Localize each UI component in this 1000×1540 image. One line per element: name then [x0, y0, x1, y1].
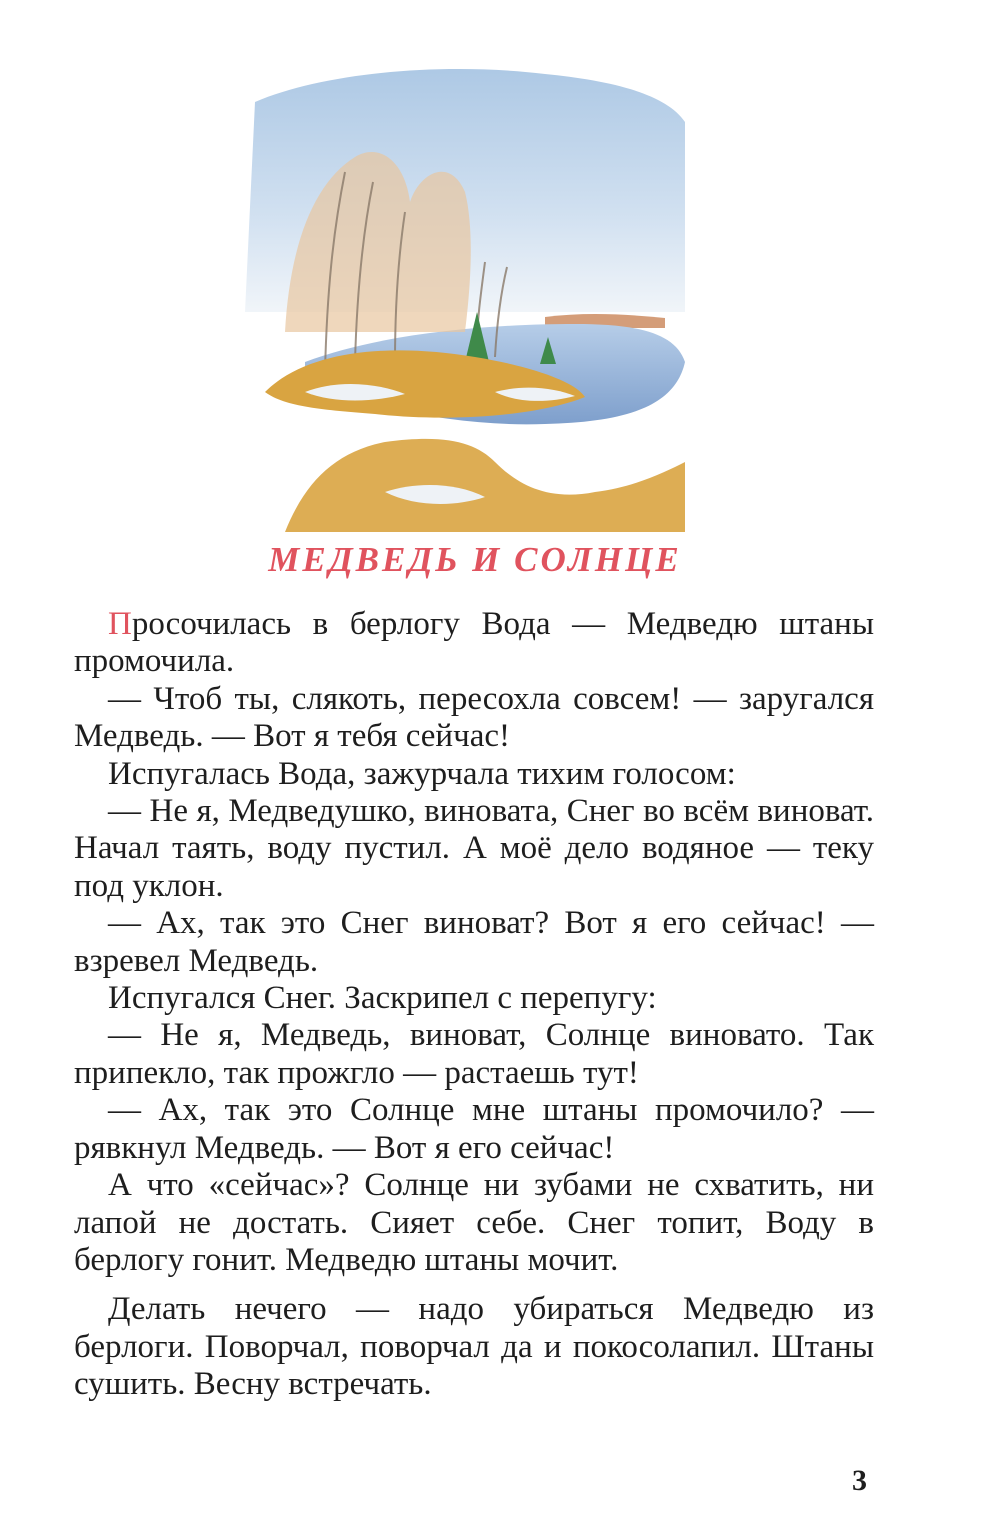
paragraph-text: росочилась в берлогу Вода — Медведю штаны промочила. [74, 606, 874, 680]
foreground [285, 439, 685, 532]
paragraph-3: Испугалась Вода, зажурчала тихим голосом: [108, 755, 736, 792]
paragraph-7: — Не я, Медведь, виноват, Солнце виновато. Так припекло, так прожгло — растаешь тут! [74, 1017, 874, 1091]
paragraph-9: А что «сейчас»? Солнце ни зубами не схватить, ни лапой не достать. Сияет себе. Снег топит, Воду в берлогу гонит. Медведю штаны мочит. [74, 1167, 874, 1278]
page-number: 3 [852, 1464, 867, 1497]
paragraph-2: — Чтоб ты, слякоть, пересохла совсем! — заругался Медведь. — Вот я тебя сейчас! [74, 680, 874, 755]
paragraph-10: Делать нечего — надо убираться Медведю из берлоги. Поворчал, поворчал да и покосолапил. Штаны сушить. Весну встречать. [74, 1291, 874, 1403]
paragraph-4: — Не я, Медведушко, виновата, Снег во всём виноват. Начал таять, воду пустил. А моё дело водяное — теку под уклон. [74, 793, 874, 904]
paragraph-1 [74, 606, 874, 681]
drop-cap: П [108, 606, 132, 642]
paragraph-8: — Ах, так это Солнце мне штаны промочило? — рявкнул Медведь. — Вот я его сейчас! [74, 1092, 874, 1166]
story-body [74, 606, 874, 1404]
paragraph-5: — Ах, так это Снег виноват? Вот я его сейчас! — взревел Медведь. [74, 905, 874, 979]
paragraph-6: Испугался Снег. Заскрипел с перепугу: [108, 980, 657, 1017]
story-illustration [245, 62, 690, 532]
story-title: МЕДВЕДЬ И СОЛНЦЕ [268, 540, 682, 579]
